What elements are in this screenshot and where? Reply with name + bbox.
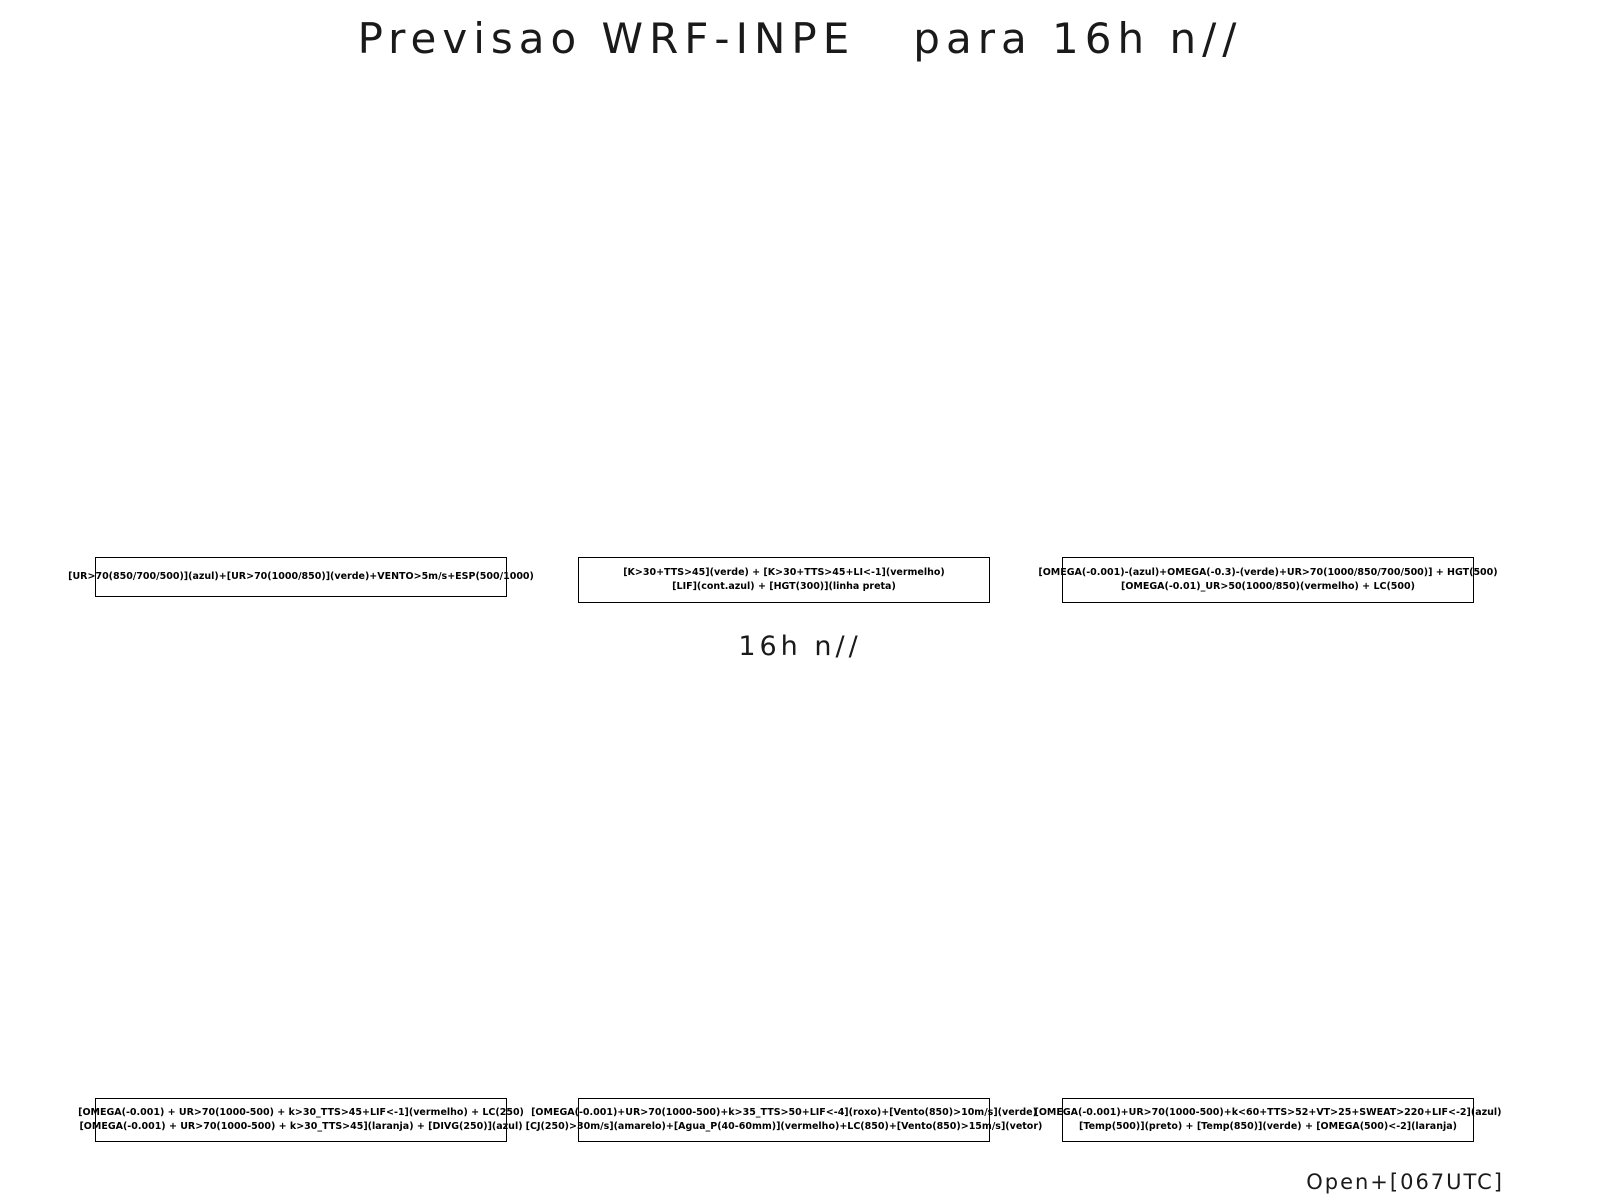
legend-line: [LIF](cont.azul) + [HGT(300)](linha preta) xyxy=(672,581,896,592)
page-subtitle: 16h n// xyxy=(738,631,862,662)
legend-panel-bottom-left xyxy=(78,1098,524,1142)
legend-line: [Temp(500)](preto) + [Temp(850)](verde) + [OMEGA(500)<-2](laranja) xyxy=(1079,1121,1457,1132)
legend-panel-top-middle xyxy=(578,557,990,603)
legend-line: [OMEGA(-0.001)+UR>70(1000-500)+k>35_TTS>50+LIF<-4](roxo)+[Vento(850)>10m/s](verde) xyxy=(531,1107,1037,1118)
legend-panel-bottom-right xyxy=(1034,1098,1502,1142)
page-title: Previsao WRF-INPE para 16h n// xyxy=(357,14,1243,63)
legend-line: [OMEGA(-0.001) + UR>70(1000-500) + k>30_TTS>45](laranja) + [DIVG(250)](azul) xyxy=(79,1121,523,1132)
legend-line: [K>30+TTS>45](verde) + [K>30+TTS>45+LI<-1](vermelho) xyxy=(623,567,945,578)
legend-panel-top-right xyxy=(1038,557,1498,603)
footer-timestamp: Open+[067UTC] xyxy=(1306,1170,1504,1194)
legend-line: [OMEGA(-0.001)-(azul)+OMEGA(-0.3)-(verde)+UR>70(1000/850/700/500)] + HGT(500) xyxy=(1038,567,1498,578)
legend-line: [OMEGA(-0.01)_UR>50(1000/850)(vermelho) + LC(500) xyxy=(1121,581,1415,592)
legend-line: [CJ(250)>30m/s](amarelo)+[Agua_P(40-60mm)](vermelho)+LC(850)+[Vento(850)>15m/s](vetor) xyxy=(525,1121,1043,1132)
legend-line: [UR>70(850/700/500)](azul)+[UR>70(1000/850)](verde)+VENTO>5m/s+ESP(500/1000) xyxy=(68,571,534,582)
legend-panel-bottom-middle xyxy=(525,1098,1043,1142)
legend-line: [OMEGA(-0.001) + UR>70(1000-500) + k>30_TTS>45+LIF<-1](vermelho) + LC(250) xyxy=(78,1107,524,1118)
legend-panel-top-left xyxy=(68,557,534,597)
legend-line: [OMEGA(-0.001)+UR>70(1000-500)+k<60+TTS>52+VT>25+SWEAT>220+LIF<-2](azul) xyxy=(1034,1107,1502,1118)
